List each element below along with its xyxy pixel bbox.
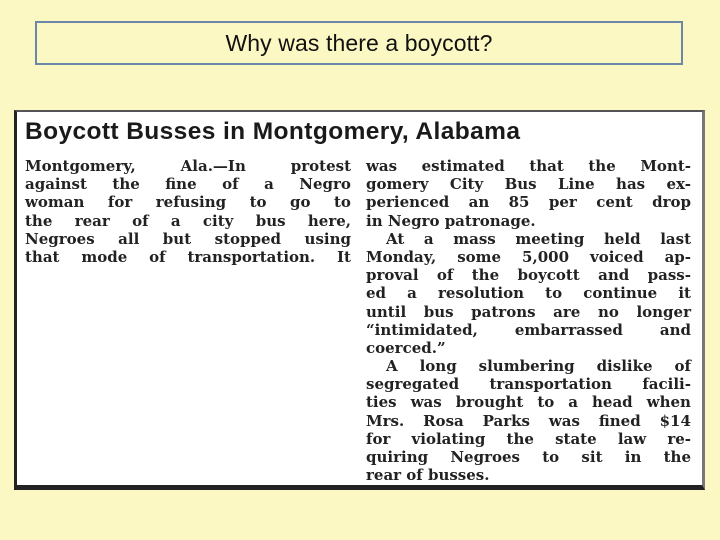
article-word: fine (165, 175, 197, 194)
article-word: per (548, 193, 577, 212)
article-word: head (592, 393, 633, 412)
article-word: mass (453, 229, 496, 248)
article-word: the (663, 448, 691, 466)
article-word: for (366, 429, 391, 448)
article-word: boycott (517, 266, 580, 285)
article-word: 85 (508, 193, 530, 212)
article-line (366, 393, 691, 411)
article-word: of (436, 266, 454, 285)
article-word: transportation (489, 375, 612, 394)
article-word: resolution (438, 284, 525, 303)
article-word: Bus (504, 175, 537, 194)
article-line (25, 212, 351, 230)
article-word: long (419, 357, 457, 376)
article-word: against (25, 175, 87, 194)
article-word: no (597, 302, 619, 321)
article-line (366, 230, 691, 248)
article-word: patrons (471, 302, 536, 321)
article-line (366, 321, 691, 339)
article-word: It (337, 247, 351, 266)
article-word: was (410, 393, 442, 412)
article-word: dislike (596, 357, 653, 376)
article-line (366, 430, 691, 448)
article-word: go (290, 193, 311, 212)
article-word: protest (290, 157, 351, 175)
article-line (366, 193, 691, 211)
article-line (366, 375, 691, 393)
article-word: A (386, 357, 398, 376)
article-line (25, 193, 351, 211)
article-word: gomery (366, 175, 429, 194)
article-word: At (386, 229, 405, 248)
article-word: to (537, 393, 555, 412)
article-word: Ala.—In (180, 157, 246, 175)
article-word: has (616, 175, 646, 194)
article-word: Monday, (366, 247, 437, 266)
article-line (366, 248, 691, 266)
article-word: transportation. (187, 247, 316, 266)
article-line (366, 157, 691, 175)
article-line (25, 248, 351, 266)
article-word: $14 (659, 411, 691, 430)
article-word: 5,000 (522, 247, 570, 266)
article-word: fined (598, 411, 641, 430)
article-word: ap- (664, 247, 691, 266)
article-word: of (149, 247, 166, 266)
article-word: meeting (515, 229, 585, 248)
article-line (25, 230, 351, 248)
article-word: facili- (642, 375, 691, 394)
article-word: and (659, 320, 691, 339)
article-word: city (202, 211, 234, 230)
article-line: coerced.” (366, 338, 446, 357)
article-word: Negroes (25, 229, 95, 248)
article-word: state (555, 429, 597, 448)
article-word: that (25, 247, 60, 266)
article-word: sit (581, 448, 603, 466)
article-word: to (545, 284, 563, 303)
article-word: to (249, 193, 267, 212)
article-word: was (548, 411, 580, 430)
article-word: held (603, 229, 641, 248)
slide-title: Why was there a boycott? (225, 29, 493, 56)
article-word: ed (366, 284, 387, 303)
article-line (366, 448, 691, 466)
article-line (366, 412, 691, 430)
newspaper-clipping (14, 110, 705, 490)
article-word: was (366, 157, 398, 175)
article-line: rear of busses. (366, 466, 490, 485)
article-word: a (170, 211, 181, 230)
article-word: Negro (299, 175, 351, 194)
article-word: law (617, 429, 647, 448)
article-word: re- (667, 429, 691, 448)
article-word: quiring (366, 448, 429, 466)
article-word: bus (423, 302, 454, 321)
article-word: an (468, 193, 490, 212)
article-word: Negroes (450, 448, 520, 466)
article-word: and (598, 266, 630, 285)
article-word: slumbering (478, 357, 575, 376)
article-word: violating (411, 429, 486, 448)
article-line (25, 157, 351, 175)
article-word: voiced (590, 247, 644, 266)
article-word: some (457, 247, 502, 266)
article-word: a (568, 393, 578, 412)
article-word: continue (583, 284, 658, 303)
clipping-headline: Boycott Busses in Montgomery, Alabama (25, 118, 521, 145)
article-word: Parks (482, 411, 530, 430)
article-word: brought (455, 393, 524, 412)
article-word: proval (366, 266, 419, 285)
article-word: mode (81, 247, 128, 266)
article-word: perienced (366, 193, 450, 212)
article-word: stopped (214, 229, 282, 248)
clipping-left-column (25, 157, 351, 266)
article-word: when (646, 393, 691, 412)
article-word: pass- (647, 266, 691, 285)
article-word: the (506, 429, 534, 448)
article-word: bus (255, 211, 286, 230)
article-word: the (588, 157, 616, 175)
clipping-right-column (366, 157, 691, 484)
article-word: last (660, 229, 691, 248)
article-line (366, 175, 691, 193)
article-word: refusing (155, 193, 227, 212)
article-word: but (162, 229, 192, 248)
article-word: Mrs. (366, 411, 405, 430)
slide-title-box (35, 21, 683, 65)
article-word: longer (636, 302, 691, 321)
article-word: segregated (366, 375, 460, 394)
article-word: Montgomery, (25, 157, 136, 175)
article-word: the (471, 266, 500, 285)
article-word: the (25, 211, 53, 230)
article-word: rear (74, 211, 110, 230)
article-word: it (678, 284, 691, 303)
article-word: a (407, 284, 417, 303)
article-line (366, 266, 691, 284)
article-line (366, 303, 691, 321)
article-word: “intimidated, (366, 320, 478, 339)
article-word: using (304, 229, 351, 248)
article-line (366, 357, 691, 375)
article-word: to (334, 193, 351, 212)
article-line (25, 175, 351, 193)
article-word: of (674, 357, 691, 376)
article-word: woman (25, 193, 85, 212)
article-word: Line (557, 175, 595, 194)
article-word: ex- (666, 175, 691, 194)
article-word: all (118, 229, 140, 248)
article-word: in (624, 448, 642, 466)
article-line (366, 284, 691, 302)
article-word: to (542, 448, 560, 466)
article-word: here, (307, 211, 351, 230)
article-word: for (107, 193, 133, 212)
article-word: a (423, 229, 434, 248)
article-word: a (264, 175, 274, 194)
article-word: City (449, 175, 484, 194)
article-word: of (222, 175, 239, 194)
article-word: that (529, 157, 564, 175)
article-word: Mont- (640, 157, 691, 175)
article-word: drop (652, 193, 691, 212)
article-word: estimated (421, 157, 505, 175)
article-word: are (553, 302, 581, 321)
article-word: until (366, 302, 407, 321)
article-line: in Negro patronage. (366, 211, 536, 230)
article-word: the (112, 175, 140, 194)
article-word: ties (366, 393, 397, 412)
article-word: cent (596, 193, 633, 212)
article-word: Rosa (423, 411, 464, 430)
article-word: embarrassed (514, 320, 623, 339)
article-word: of (132, 211, 149, 230)
